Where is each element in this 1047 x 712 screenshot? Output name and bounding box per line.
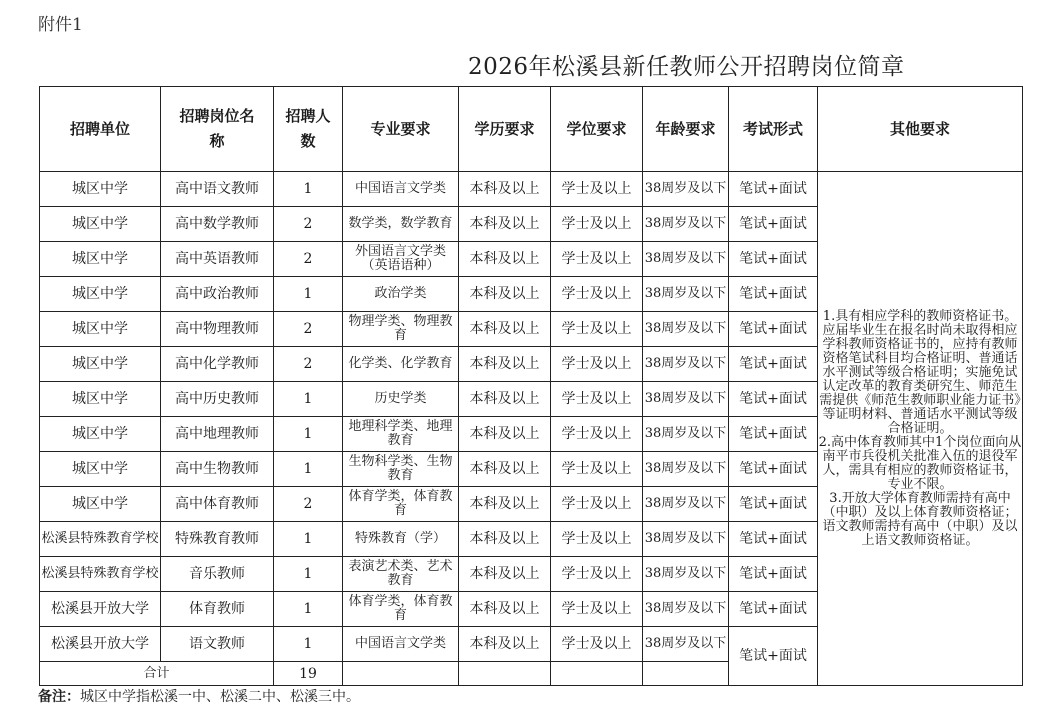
cell-major: 物理学类、物理教育 [343, 312, 459, 347]
cell-position: 高中化学教师 [161, 347, 274, 382]
table-row [40, 172, 1023, 207]
cell-major: 特殊教育（学） [343, 522, 459, 557]
cell-exam: 笔试+面试 [729, 347, 818, 382]
cell-unit: 城区中学 [40, 242, 161, 277]
cell-exam: 笔试+面试 [729, 382, 818, 417]
footnote-label: 备注： [38, 689, 80, 705]
cell-count: 1 [274, 627, 343, 662]
cell-unit: 松溪县特殊教育学校 [40, 522, 161, 557]
cell-degree: 学士及以上 [551, 522, 643, 557]
cell-degree: 学士及以上 [551, 312, 643, 347]
header-education: 学历要求 [459, 87, 551, 172]
cell-unit: 松溪县开放大学 [40, 627, 161, 662]
cell-age: 38周岁及以下 [643, 487, 729, 522]
cell-position: 高中语文教师 [161, 172, 274, 207]
cell-position: 语文教师 [161, 627, 274, 662]
document-title: 2026年松溪县新任教师公开招聘岗位简章 [468, 54, 905, 80]
total-count: 19 [274, 662, 343, 686]
cell-education: 本科及以上 [459, 277, 551, 312]
cell-education: 本科及以上 [459, 172, 551, 207]
cell-degree: 学士及以上 [551, 207, 643, 242]
cell-exam: 笔试+面试 [729, 242, 818, 277]
cell-count: 1 [274, 557, 343, 592]
recruitment-table [39, 86, 1023, 686]
cell-age: 38周岁及以下 [643, 242, 729, 277]
cell-exam: 笔试+面试 [729, 312, 818, 347]
cell-education: 本科及以上 [459, 452, 551, 487]
cell-major: 表演艺术类、艺术教育 [343, 557, 459, 592]
cell-count: 2 [274, 487, 343, 522]
cell-age: 38周岁及以下 [643, 627, 729, 662]
cell-unit: 城区中学 [40, 277, 161, 312]
cell-position: 高中政治教师 [161, 277, 274, 312]
cell-major: 地理科学类、地理教育 [343, 417, 459, 452]
cell-position: 高中体育教师 [161, 487, 274, 522]
cell-position: 高中历史教师 [161, 382, 274, 417]
cell-education: 本科及以上 [459, 522, 551, 557]
cell-exam: 笔试+面试 [729, 627, 818, 686]
cell-age: 38周岁及以下 [643, 557, 729, 592]
cell-education: 本科及以上 [459, 242, 551, 277]
cell-unit: 城区中学 [40, 347, 161, 382]
cell-position: 音乐教师 [161, 557, 274, 592]
footnote-text: 城区中学指松溪一中、松溪二中、松溪三中。 [80, 689, 360, 705]
cell-count: 1 [274, 172, 343, 207]
cell-exam: 笔试+面试 [729, 452, 818, 487]
cell-count: 2 [274, 347, 343, 382]
cell-exam: 笔试+面试 [729, 592, 818, 627]
cell-education: 本科及以上 [459, 382, 551, 417]
cell-count: 1 [274, 452, 343, 487]
cell-major: 化学类、化学教育 [343, 347, 459, 382]
cell-unit: 城区中学 [40, 417, 161, 452]
cell-degree: 学士及以上 [551, 452, 643, 487]
cell-age: 38周岁及以下 [643, 312, 729, 347]
cell-age: 38周岁及以下 [643, 172, 729, 207]
cell-degree: 学士及以上 [551, 417, 643, 452]
cell-degree: 学士及以上 [551, 557, 643, 592]
cell-count: 2 [274, 312, 343, 347]
cell-degree: 学士及以上 [551, 277, 643, 312]
cell-age: 38周岁及以下 [643, 347, 729, 382]
cell-position: 高中英语教师 [161, 242, 274, 277]
other-requirements-cell: 1.具有相应学科的教师资格证书。应届毕业生在报名时尚未取得相应学科教师资格证书的，应持有教师资格笔试科目均合格证明、普通话水平测试等级合格证明；实施免试认定改革的教育类研究生、师范生需提供《师范生教师职业能力证书》等证明材料、普通话水平测试等级合格证明。 2.高中体育教师其中1个岗位面向从南平市兵役机关批准入伍的退役军人，需具有相应的教师资格证书，专业不限。 3.开放大学体育教师需持有高中（中职）及以上体育教师资格证；语文教师需持有高中（中职）及以上语文教师资格证。 [818, 172, 1023, 686]
cell-position: 特殊教育教师 [161, 522, 274, 557]
cell-degree: 学士及以上 [551, 347, 643, 382]
cell-unit: 城区中学 [40, 172, 161, 207]
cell-count: 1 [274, 277, 343, 312]
header-position: 招聘岗位名称 [161, 87, 274, 172]
cell-major: 体育学类，体育教育 [343, 592, 459, 627]
cell-count: 1 [274, 592, 343, 627]
cell-degree: 学士及以上 [551, 627, 643, 662]
cell-age: 38周岁及以下 [643, 522, 729, 557]
cell-count: 2 [274, 242, 343, 277]
cell-unit: 松溪县开放大学 [40, 592, 161, 627]
cell-education: 本科及以上 [459, 312, 551, 347]
cell-unit: 城区中学 [40, 487, 161, 522]
cell-exam: 笔试+面试 [729, 277, 818, 312]
cell-exam: 笔试+面试 [729, 417, 818, 452]
cell-position: 体育教师 [161, 592, 274, 627]
cell-position: 高中物理教师 [161, 312, 274, 347]
total-empty-degree [551, 662, 643, 686]
total-empty-age [643, 662, 729, 686]
cell-unit: 城区中学 [40, 452, 161, 487]
cell-count: 1 [274, 522, 343, 557]
cell-degree: 学士及以上 [551, 172, 643, 207]
cell-education: 本科及以上 [459, 557, 551, 592]
cell-education: 本科及以上 [459, 417, 551, 452]
cell-unit: 松溪县特殊教育学校 [40, 557, 161, 592]
header-row [40, 87, 1023, 172]
cell-age: 38周岁及以下 [643, 277, 729, 312]
cell-count: 2 [274, 207, 343, 242]
header-exam: 考试形式 [729, 87, 818, 172]
cell-unit: 城区中学 [40, 312, 161, 347]
cell-education: 本科及以上 [459, 592, 551, 627]
cell-unit: 城区中学 [40, 382, 161, 417]
cell-exam: 笔试+面试 [729, 172, 818, 207]
cell-count: 1 [274, 417, 343, 452]
cell-count: 1 [274, 382, 343, 417]
footnote [38, 686, 360, 706]
cell-major: 中国语言文学类 [343, 627, 459, 662]
cell-education: 本科及以上 [459, 487, 551, 522]
cell-education: 本科及以上 [459, 347, 551, 382]
cell-position: 高中数学教师 [161, 207, 274, 242]
cell-degree: 学士及以上 [551, 382, 643, 417]
total-empty-education [459, 662, 551, 686]
cell-age: 38周岁及以下 [643, 207, 729, 242]
cell-education: 本科及以上 [459, 207, 551, 242]
total-label: 合计 [40, 662, 274, 686]
cell-major: 政治学类 [343, 277, 459, 312]
cell-position: 高中地理教师 [161, 417, 274, 452]
cell-degree: 学士及以上 [551, 487, 643, 522]
cell-age: 38周岁及以下 [643, 382, 729, 417]
cell-age: 38周岁及以下 [643, 417, 729, 452]
header-major: 专业要求 [343, 87, 459, 172]
total-empty-major [343, 662, 459, 686]
cell-major: 外国语言文学类（英语语种） [343, 242, 459, 277]
cell-position: 高中生物教师 [161, 452, 274, 487]
cell-exam: 笔试+面试 [729, 487, 818, 522]
cell-age: 38周岁及以下 [643, 592, 729, 627]
cell-exam: 笔试+面试 [729, 557, 818, 592]
header-unit: 招聘单位 [40, 87, 161, 172]
header-degree: 学位要求 [551, 87, 643, 172]
cell-major: 历史学类 [343, 382, 459, 417]
cell-major: 数学类，数学教育 [343, 207, 459, 242]
cell-major: 体育学类，体育教育 [343, 487, 459, 522]
header-other: 其他要求 [818, 87, 1023, 172]
header-age: 年龄要求 [643, 87, 729, 172]
cell-exam: 笔试+面试 [729, 207, 818, 242]
cell-unit: 城区中学 [40, 207, 161, 242]
header-count: 招聘人数 [274, 87, 343, 172]
attachment-label: 附件1 [38, 15, 83, 35]
cell-exam: 笔试+面试 [729, 522, 818, 557]
cell-degree: 学士及以上 [551, 242, 643, 277]
cell-major: 中国语言文学类 [343, 172, 459, 207]
cell-major: 生物科学类、生物教育 [343, 452, 459, 487]
cell-age: 38周岁及以下 [643, 452, 729, 487]
cell-education: 本科及以上 [459, 627, 551, 662]
cell-degree: 学士及以上 [551, 592, 643, 627]
